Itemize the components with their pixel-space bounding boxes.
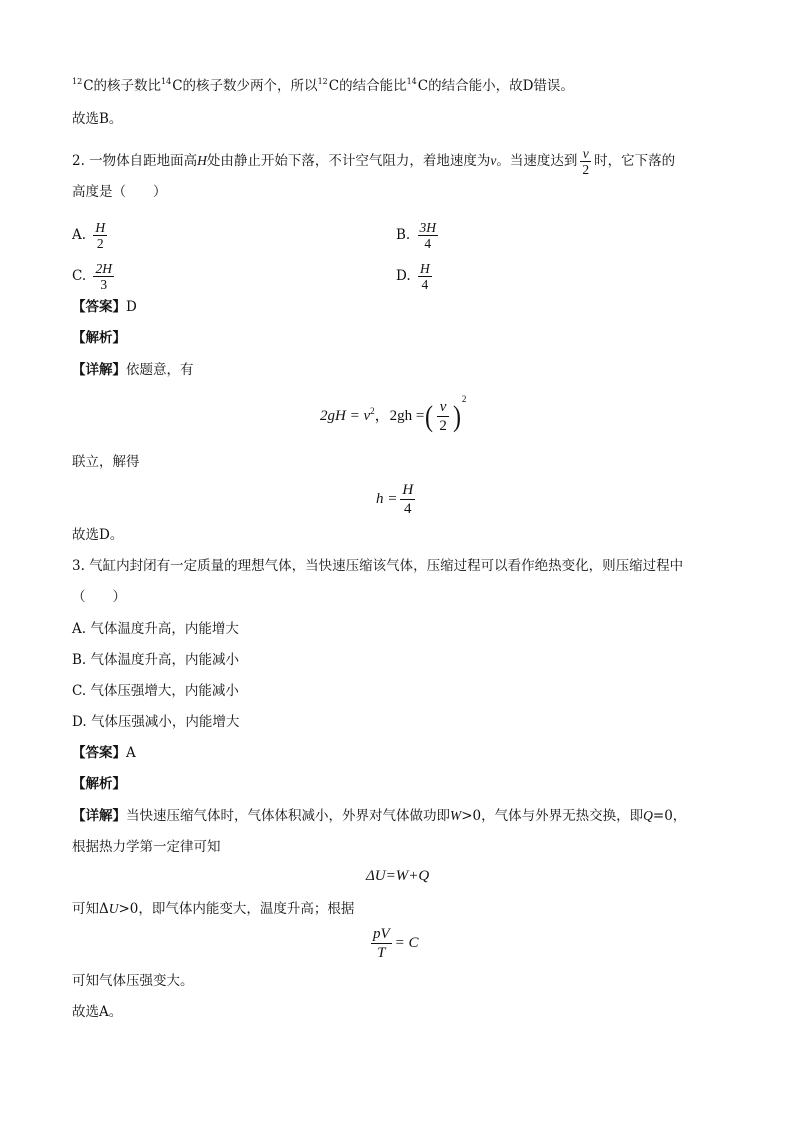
- q2-stem-c: 。当速度达到: [496, 153, 578, 169]
- q2-conclusion: 故选D。: [72, 527, 124, 543]
- q2-option-c-fraction: $\frac{2H}{3}$: [95, 261, 112, 292]
- detail-tag: 【详解】: [72, 808, 126, 824]
- q2-solve-text: 联立，解得: [72, 454, 140, 470]
- q2-stem-d: 时，它下落的: [594, 153, 676, 169]
- q3-detail: 【详解】当快速压缩气体时，气体体积减小，外界对气体做功即W>0，气体与外界无热交换，即Q=0，: [72, 808, 687, 824]
- prev-explanation-line: [72, 73, 574, 95]
- q3-conclusion: 故选A。: [72, 1004, 123, 1020]
- q2-var-v: v: [490, 153, 497, 168]
- answer-tag: 【答案】: [72, 745, 126, 761]
- q2-option-d-fraction: $\frac{H}{4}$: [419, 261, 430, 292]
- answer-tag: 【答案】: [72, 299, 126, 315]
- prev-text-d: C的结合能小，故D错误。: [417, 78, 574, 94]
- q2-var-h: H: [197, 153, 207, 168]
- q2-option-d: D. $\frac{H}{4}$: [396, 261, 430, 292]
- q3-option-c: C. 气体压强增大，内能减小: [72, 683, 239, 699]
- q2-answer: [72, 298, 137, 316]
- q3-answer: [72, 744, 136, 762]
- q2-eq2-fraction: $\frac{H}{4}$: [402, 482, 414, 517]
- prev-text-b: C的核子数少两个，所以: [172, 78, 318, 94]
- q3-option-d: D. 气体压强减小，内能增大: [72, 714, 240, 730]
- q2-analysis-tag: 【解析】: [72, 330, 126, 346]
- isotope-mass-14: 14: [161, 77, 172, 86]
- q2-stem: [72, 146, 675, 177]
- detail-tag: 【详解】: [72, 362, 126, 378]
- q3-answer-value: A: [126, 745, 136, 761]
- q2-equation-2: h = $\frac{H}{4}$: [376, 482, 414, 517]
- q2-detail: 【详解】依题意，有: [72, 362, 194, 378]
- q2-eq-fraction: $\frac{v}{2}$: [439, 399, 447, 435]
- q2-option-a-fraction: $\frac{H}{2}$: [95, 220, 106, 251]
- isotope-mass-12: 12: [317, 77, 328, 86]
- q3-option-a: A. 气体温度升高，内能增大: [72, 621, 239, 637]
- q2-option-b: B. $\frac{3H}{4}$: [396, 220, 437, 251]
- q2-speed-fraction: $\frac{v}{2}$: [582, 146, 590, 177]
- prev-text-c: C的结合能比: [328, 78, 407, 94]
- prev-text-a: C的核子数比: [83, 78, 162, 94]
- q2-answer-value: D: [126, 299, 137, 315]
- prev-conclusion: 故选B。: [72, 111, 123, 127]
- q3-stem-line2: （ ）: [72, 589, 126, 605]
- q2-option-b-fraction: $\frac{3H}{4}$: [419, 220, 437, 251]
- isotope-mass-14: 14: [406, 77, 417, 86]
- q3-gas-law-equation: $\frac{pV}{T}$ = C: [373, 926, 419, 961]
- q3-option-b: B. 气体温度升高，内能减小: [72, 652, 240, 668]
- q2-stem-b: 处由静止开始下落，不计空气阻力，着地速度为: [206, 153, 491, 169]
- q3-know2: 可知气体压强变大。: [72, 973, 194, 989]
- q3-know-line: 可知ΔU>0，即气体内能变大，温度升高；根据: [72, 901, 355, 917]
- q3-detail-line2: 根据热力学第一定律可知: [72, 839, 221, 855]
- q2-option-a: A. $\frac{H}{2}$: [72, 220, 106, 251]
- q2-stem-line2: 高度是（ ）: [72, 184, 167, 200]
- q3-gas-law-fraction: $\frac{pV}{T}$: [373, 926, 390, 961]
- q2-option-c: C. $\frac{2H}{3}$: [72, 261, 112, 292]
- q3-stem: 3. 气缸内封闭有一定质量的理想气体，当快速压缩该气体，压缩过程可以看作绝热变化，则压缩过程中: [72, 558, 684, 574]
- q3-analysis-tag: 【解析】: [72, 776, 126, 792]
- q2-equation-1: $2gH = v^2$，2gh =( $\frac{v}{2}$ )$^2$: [320, 394, 467, 435]
- q3-first-law-equation: ΔU=W+Q: [366, 868, 430, 884]
- isotope-mass-12: 12: [72, 77, 83, 86]
- q2-stem-a: 2. 一物体自距地面高: [72, 153, 198, 169]
